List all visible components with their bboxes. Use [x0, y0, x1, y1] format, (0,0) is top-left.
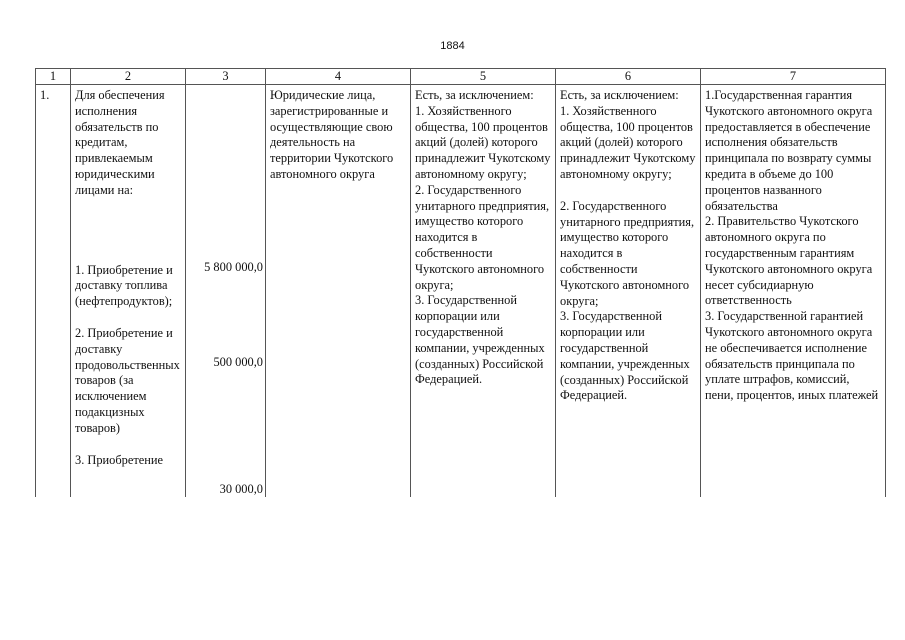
col6-intro: Есть, за исключением: — [560, 88, 679, 102]
purpose-intro: Для обеспечения исполнения обязательств по кредитам, привлекаемым юридическими лицами на: — [75, 88, 165, 197]
table-row — [36, 85, 886, 498]
amount-value: 5 800 000,0 — [204, 260, 263, 274]
amount-cell — [186, 85, 266, 498]
col7-item: 3. Государственной гарантией Чукотского автономного округа не обеспечивается исполнение обязательств принципала по уплате штрафов, комиссий, пени, процентов, иных платежей — [705, 309, 879, 403]
col5-intro: Есть, за исключением: — [415, 88, 534, 102]
col6-item: 3. Государственной корпорации или государственной компании, учрежденных (созданных) Российской Федерацией. — [560, 309, 690, 403]
column-number-cell: 3 — [186, 69, 266, 85]
column-number-cell: 5 — [411, 69, 556, 85]
purpose-item: 1. Приобретение и доставку топлива (нефтепродуктов); — [75, 262, 173, 309]
amount-value: 500 000,0 — [213, 354, 263, 369]
column-number-cell: 6 — [556, 69, 701, 85]
regress-requirement-cell — [411, 85, 556, 498]
column-number-row — [36, 69, 886, 85]
purpose-cell — [71, 85, 186, 498]
collateral-requirement-cell — [556, 85, 701, 498]
other-conditions-cell — [701, 85, 886, 498]
principals-text: Юридические лица, зарегистрированные и осуществляющие свою деятельность на территории Чукотского автономного округа — [270, 88, 394, 181]
col5-item: 1. Хозяйственного общества, 100 процентов акций (долей) которого принадлежит Чукотскому автономному округу; — [415, 103, 551, 181]
column-number-cell: 1 — [36, 69, 71, 85]
col7-item: 1.Государственная гарантия Чукотского автономного округа предоставляется в обеспечение исполнения обязательств принципала по возврату суммы кредита в объеме до 100 процентов названного обязательства — [705, 88, 873, 213]
purpose-item: 2. Приобретение и доставку продовольственных товаров (за исключением подакцизных товаров) — [75, 325, 180, 435]
purpose-item: 3. Приобретение — [75, 452, 164, 467]
col6-item: 2. Государственного унитарного предприятия, имущество которого находится в собственности Чукотского автономного округа; — [560, 198, 695, 308]
page-number: 1884 — [440, 40, 465, 52]
column-number-cell: 7 — [701, 69, 886, 85]
guarantee-table — [35, 68, 886, 497]
column-number-cell: 2 — [71, 69, 186, 85]
column-number-cell: 4 — [266, 69, 411, 85]
col5-item: 2. Государственного унитарного предприятия, имущество которого находится в собственности Чукотского автономного округа; — [415, 182, 550, 292]
col7-item: 2. Правительство Чукотского автономного округа по государственным гарантиям Чукотского автономного округа несет субсидиарную ответственность — [705, 214, 873, 308]
amount-value: 30 000,0 — [219, 481, 263, 496]
col5-item: 3. Государственной корпорации или государственной компании, учрежденных (созданных) Российской Федерацией. — [415, 293, 545, 387]
row-number: 1. — [36, 85, 71, 498]
col6-item: 1. Хозяйственного общества, 100 процентов акций (долей) которого принадлежит Чукотскому автономному округу; — [560, 103, 696, 181]
principals-cell — [266, 85, 411, 498]
